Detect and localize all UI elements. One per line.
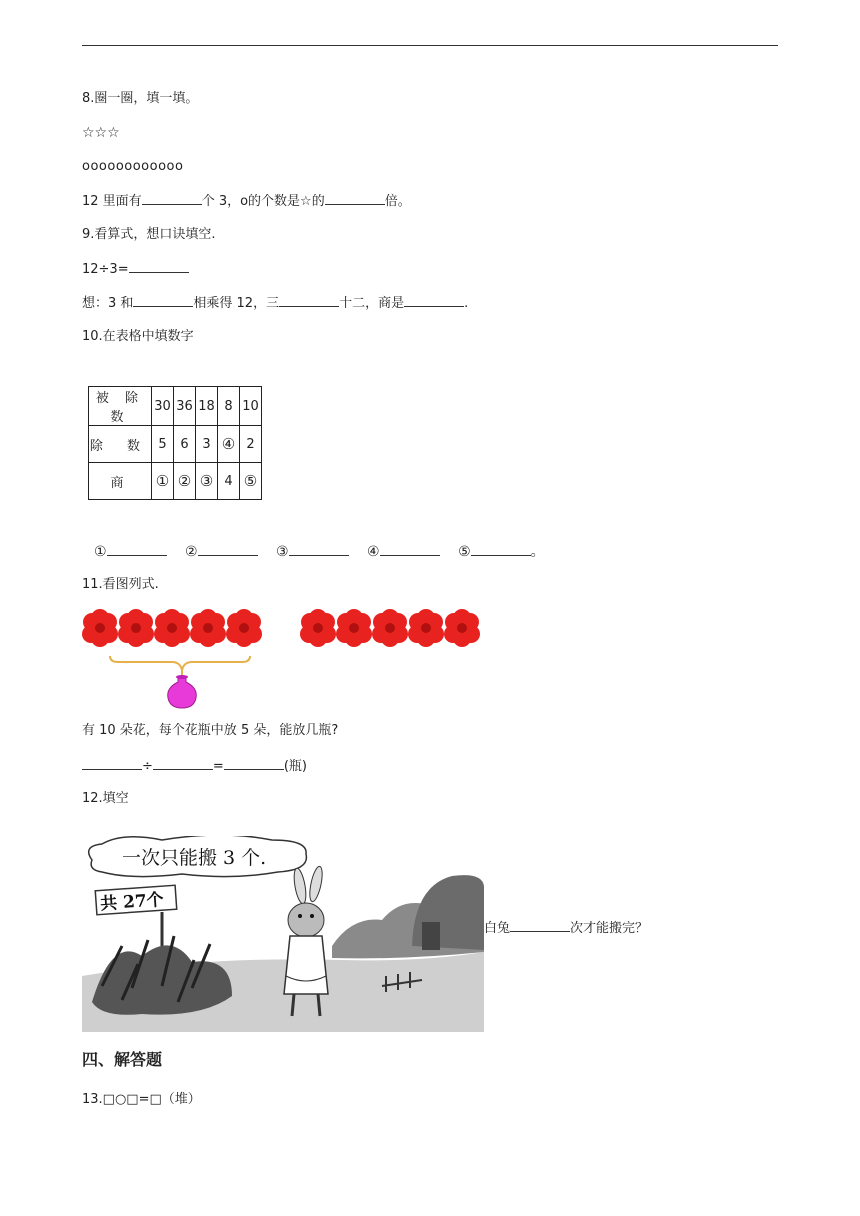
table-cell: 30 [152,387,174,426]
table-cell: 8 [218,387,240,426]
table-cell: 4 [218,463,240,500]
flower-icon [82,609,118,647]
brace-icon [110,656,250,670]
q12-question-b: 次才能搬完？ [570,921,649,936]
table-row-divisor [89,426,262,463]
q9-blank-1[interactable] [133,294,193,307]
division-table [88,386,262,500]
answer-mark-1: ① [94,544,107,560]
q11-question: 有 10 朵花，每个花瓶中放 5 朵，能放几瓶? [82,723,339,738]
q9-blank-answer[interactable] [129,260,189,273]
q8-blank-2[interactable] [325,192,385,205]
answer-item-3 [276,543,349,560]
q11-title: 11.看图列式. [82,577,159,592]
q8-fill-text-c: 倍。 [384,194,411,209]
q9-blank-2[interactable] [279,294,339,307]
flower-icon [372,609,408,647]
table-cell-blank-2[interactable]: ② [174,463,196,500]
answer-blank-5[interactable] [471,543,531,556]
table-cell-blank-5[interactable]: ⑤ [240,463,262,500]
q13-title: 13.□○□=□（堆） [82,1092,201,1107]
q12-question-line [484,919,648,938]
table-cell: 6 [174,426,196,463]
speech-text: 一次只能搬 3 个. [122,847,267,869]
q9-think-c: 十二，商是 [339,296,405,311]
table-cell: 2 [240,426,262,463]
answer-mark-5: ⑤ [458,544,471,560]
table-cell: 5 [152,426,174,463]
q10-title: 10.在表格中填数字 [82,329,194,344]
rabbit-carrots-illustration [82,836,484,1032]
q11-blank-quotient[interactable] [224,757,284,770]
flower-group [82,609,480,647]
q12-question-a: 白兔 [484,921,511,936]
q8-title: 8.圈一圈，填一填。 [82,91,199,106]
q8-blank-1[interactable] [142,192,202,205]
vase-icon [168,676,197,708]
answer-item-4 [367,543,440,560]
flower-icon [154,609,190,647]
q9-think-d: . [464,296,469,311]
q8-stars: ☆☆☆ [82,125,120,141]
flower-icon [118,609,154,647]
q9-think-line [82,294,468,313]
house-door [422,922,440,950]
answer-end: 。 [530,544,545,560]
q10-answer-line [94,541,559,561]
q11-equation-line [82,757,307,776]
answer-item-2 [185,543,258,560]
row-label-divisor: 除 数 [89,426,152,463]
q11-div-sign: ÷ [142,759,153,774]
section-title: 四、解答题 [82,1050,163,1069]
table-cell-blank-4[interactable]: ④ [218,426,240,463]
row-label-dividend: 被 除 数 [89,387,152,426]
flower-icon [190,609,226,647]
q9-blank-3[interactable] [404,294,464,307]
answer-item-1 [94,543,167,560]
flower-icon [408,609,444,647]
table-cell: 10 [240,387,262,426]
table-cell: 18 [196,387,218,426]
q11-blank-dividend[interactable] [82,757,142,770]
q8-fill-line [82,192,411,211]
header-rule [82,45,778,46]
answer-mark-4: ④ [367,544,380,560]
flower-icon [226,609,262,647]
table-cell-blank-3[interactable]: ③ [196,463,218,500]
vase-rim [176,675,188,679]
q11-unit: (瓶) [283,759,307,774]
flower-icon [300,609,336,647]
q8-fill-text-b: 个 3，o的个数是☆的 [201,194,325,209]
q8-fill-text-a: 12 里面有 [82,194,142,209]
answer-item-5 [458,541,545,561]
q12-title: 12.填空 [82,791,129,806]
q9-think-b: 相乘得 12，三 [193,296,280,311]
answer-blank-3[interactable] [289,543,349,556]
answer-mark-2: ② [185,544,198,560]
q9-think-a: 想：3 和 [82,296,134,311]
q11-eq-sign: = [212,759,224,774]
answer-blank-4[interactable] [380,543,440,556]
table-cell: 3 [196,426,218,463]
q9-formula: 12÷3= [82,262,129,277]
q9-formula-line [82,260,189,279]
q12-blank[interactable] [510,919,570,932]
table-cell-blank-1[interactable]: ① [152,463,174,500]
q11-blank-divisor[interactable] [153,757,213,770]
flower-icon [444,609,480,647]
flowers-vase-illustration [82,604,482,710]
answer-blank-2[interactable] [198,543,258,556]
flower-icon [336,609,372,647]
answer-blank-1[interactable] [107,543,167,556]
table-row-quotient [89,463,262,500]
table-cell: 36 [174,387,196,426]
q9-title: 9.看算式，想口诀填空. [82,227,216,242]
sign-text: 共 27个 [99,890,165,915]
table-row-dividend [89,387,262,426]
q8-circles: oooooooooooo [82,159,184,174]
answer-mark-3: ③ [276,544,289,560]
row-label-quotient: 商 [89,463,152,500]
